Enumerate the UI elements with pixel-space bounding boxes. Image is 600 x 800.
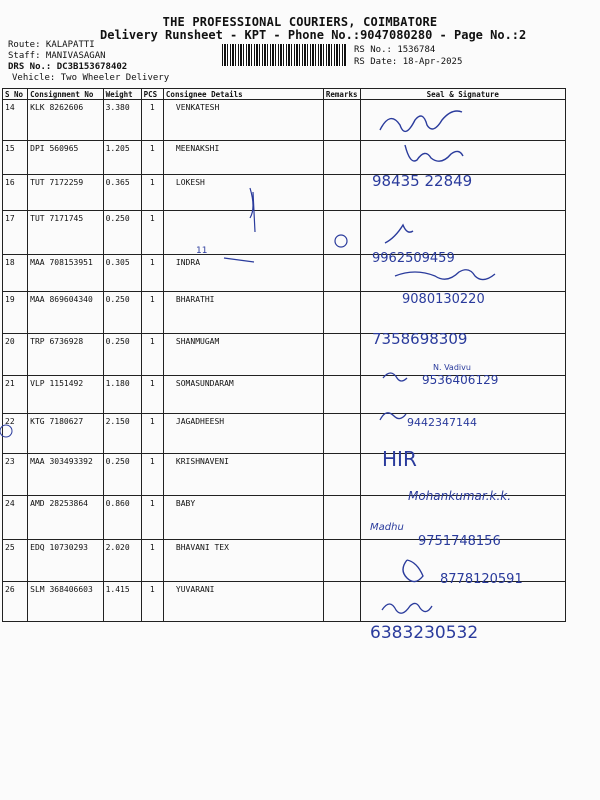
row-seal-signature: [360, 141, 566, 175]
row-seal-signature: [360, 414, 566, 454]
row-weight: 0.860: [103, 496, 141, 540]
handwritten-phone-19: 7358698309: [372, 330, 468, 348]
handwritten-name-24: Madhu: [370, 522, 404, 533]
handwritten-phone-24: 9751748156: [418, 534, 501, 549]
row-sno: 25: [3, 540, 28, 582]
row-consignee: LOKESH: [163, 175, 323, 211]
row-weight: 3.380: [103, 100, 141, 141]
row-sno: 23: [3, 454, 28, 496]
row-consignment-no: MAA 708153951: [28, 255, 103, 292]
row-seal-signature: [360, 100, 566, 141]
row-sno: 15: [3, 141, 28, 175]
row-consignment-no: VLP 1151492: [28, 376, 103, 414]
row-pcs: 1: [141, 454, 163, 496]
row-remarks: [323, 292, 360, 334]
row-remarks: [323, 100, 360, 141]
row-pcs: 1: [141, 141, 163, 175]
barcode: [222, 44, 347, 66]
header-consignee: Consignee Details: [163, 89, 323, 100]
row-remarks: [323, 175, 360, 211]
row-seal-signature: [360, 582, 566, 622]
row-weight: 0.250: [103, 211, 141, 255]
handwritten-phone-21: 9442347144: [407, 416, 477, 429]
row-sno: 26: [3, 582, 28, 622]
row-pcs: 1: [141, 100, 163, 141]
table-row: [3, 376, 566, 414]
runsheet-subtitle: Delivery Runsheet - KPT - Phone No.:9047080280 - Page No.:2: [100, 28, 527, 42]
row-consignment-no: AMD 28253864: [28, 496, 103, 540]
row-consignee: MEENAKSHI: [163, 141, 323, 175]
row-weight: 0.365: [103, 175, 141, 211]
handwritten-phone-26: 6383230532: [370, 623, 479, 643]
vehicle-label: Vehicle: Two Wheeler Delivery: [12, 73, 170, 83]
row-consignment-no: DPI 560965: [28, 141, 103, 175]
row-consignment-no: TUT 7172259: [28, 175, 103, 211]
row-weight: 1.180: [103, 376, 141, 414]
header-sno: S No: [3, 89, 28, 100]
row-remarks: [323, 334, 360, 376]
row-consignee: VENKATESH: [163, 100, 323, 141]
row-seal-signature: [360, 376, 566, 414]
handwritten-name-23: Mohankumar.k.k.: [408, 489, 512, 503]
row-consignee: [163, 211, 323, 255]
row-sno: 24: [3, 496, 28, 540]
handwritten-phone-18: 9080130220: [402, 292, 485, 307]
row-consignee: JAGADHEESH: [163, 414, 323, 454]
row-remarks: [323, 582, 360, 622]
row-consignment-no: EDQ 10730293: [28, 540, 103, 582]
row-remarks: [323, 211, 360, 255]
staff-label: Staff: MANIVASAGAN: [8, 51, 106, 61]
row-remarks: [323, 496, 360, 540]
rs-date: RS Date: 18-Apr-2025: [354, 57, 463, 67]
row-consignment-no: KLK 8262606: [28, 100, 103, 141]
handwritten-phone-15: 98435 22849: [372, 172, 473, 190]
row-sno: 22: [3, 414, 28, 454]
row-pcs: 1: [141, 334, 163, 376]
runsheet-table: [2, 88, 566, 622]
handwritten-name-20: N. Vadivu: [433, 363, 471, 372]
row-seal-signature: [360, 292, 566, 334]
handwritten-mark-17: 11: [196, 246, 208, 256]
row-pcs: 1: [141, 496, 163, 540]
row-weight: 0.250: [103, 334, 141, 376]
table-row: [3, 496, 566, 540]
row-pcs: 1: [141, 175, 163, 211]
row-weight: 0.250: [103, 292, 141, 334]
handwritten-phone-20: 9536406129: [422, 373, 499, 387]
row-remarks: [323, 255, 360, 292]
row-pcs: 1: [141, 414, 163, 454]
row-consignment-no: TRP 6736928: [28, 334, 103, 376]
row-pcs: 1: [141, 582, 163, 622]
row-seal-signature: [360, 255, 566, 292]
row-sno: 14: [3, 100, 28, 141]
row-remarks: [323, 540, 360, 582]
row-pcs: 1: [141, 255, 163, 292]
row-consignment-no: TUT 7171745: [28, 211, 103, 255]
company-title: THE PROFESSIONAL COURIERS, COIMBATORE: [162, 15, 438, 29]
row-consignment-no: MAA 869604340: [28, 292, 103, 334]
row-seal-signature: [360, 334, 566, 376]
row-consignee: KRISHNAVENI: [163, 454, 323, 496]
drs-number: DRS No.: DC3B153678402: [8, 62, 128, 72]
table-row: [3, 141, 566, 175]
row-consignee: BHARATHI: [163, 292, 323, 334]
row-pcs: 1: [141, 540, 163, 582]
row-consignment-no: MAA 303493392: [28, 454, 103, 496]
header-consignment: Consignment No: [28, 89, 103, 100]
header-remarks: Remarks: [323, 89, 360, 100]
table-row: [3, 175, 566, 211]
header-weight: Weight: [103, 89, 141, 100]
header-pcs: PCS: [141, 89, 163, 100]
row-seal-signature: [360, 496, 566, 540]
row-consignee: INDRA: [163, 255, 323, 292]
row-consignee: BABY: [163, 496, 323, 540]
handwritten-phone-17: 9962509459: [372, 251, 455, 266]
table-row: [3, 540, 566, 582]
handwritten-phone-25: 8778120591: [440, 572, 523, 587]
row-remarks: [323, 454, 360, 496]
row-consignee: BHAVANI TEX: [163, 540, 323, 582]
row-seal-signature: [360, 211, 566, 255]
row-weight: 1.205: [103, 141, 141, 175]
header-seal: Seal & Signature: [360, 89, 566, 100]
row-consignee: YUVARANI: [163, 582, 323, 622]
row-remarks: [323, 376, 360, 414]
route-label: Route: KALAPATTI: [8, 40, 95, 50]
row-consignment-no: KTG 7180627: [28, 414, 103, 454]
row-consignee: SHANMUGAM: [163, 334, 323, 376]
row-weight: 2.150: [103, 414, 141, 454]
row-seal-signature: [360, 454, 566, 496]
handwritten-initials-22: HIR: [382, 447, 417, 471]
table-row: [3, 334, 566, 376]
row-pcs: 1: [141, 292, 163, 334]
table-row: [3, 454, 566, 496]
row-consignment-no: SLM 368406603: [28, 582, 103, 622]
row-remarks: [323, 414, 360, 454]
row-consignee: SOMASUNDARAM: [163, 376, 323, 414]
row-sno: 21: [3, 376, 28, 414]
table-row: [3, 100, 566, 141]
row-weight: 0.250: [103, 454, 141, 496]
table-row: [3, 414, 566, 454]
row-weight: 0.305: [103, 255, 141, 292]
row-pcs: 1: [141, 211, 163, 255]
table-row: [3, 211, 566, 255]
rs-number: RS No.: 1536784: [354, 45, 436, 55]
row-sno: 19: [3, 292, 28, 334]
table-header-row: [3, 89, 566, 100]
row-weight: 2.020: [103, 540, 141, 582]
table-row: [3, 582, 566, 622]
row-sno: 17: [3, 211, 28, 255]
row-sno: 16: [3, 175, 28, 211]
table-row: [3, 255, 566, 292]
row-pcs: 1: [141, 376, 163, 414]
row-seal-signature: [360, 175, 566, 211]
row-remarks: [323, 141, 360, 175]
row-sno: 20: [3, 334, 28, 376]
row-sno: 18: [3, 255, 28, 292]
row-weight: 1.415: [103, 582, 141, 622]
row-seal-signature: [360, 540, 566, 582]
table-row: [3, 292, 566, 334]
